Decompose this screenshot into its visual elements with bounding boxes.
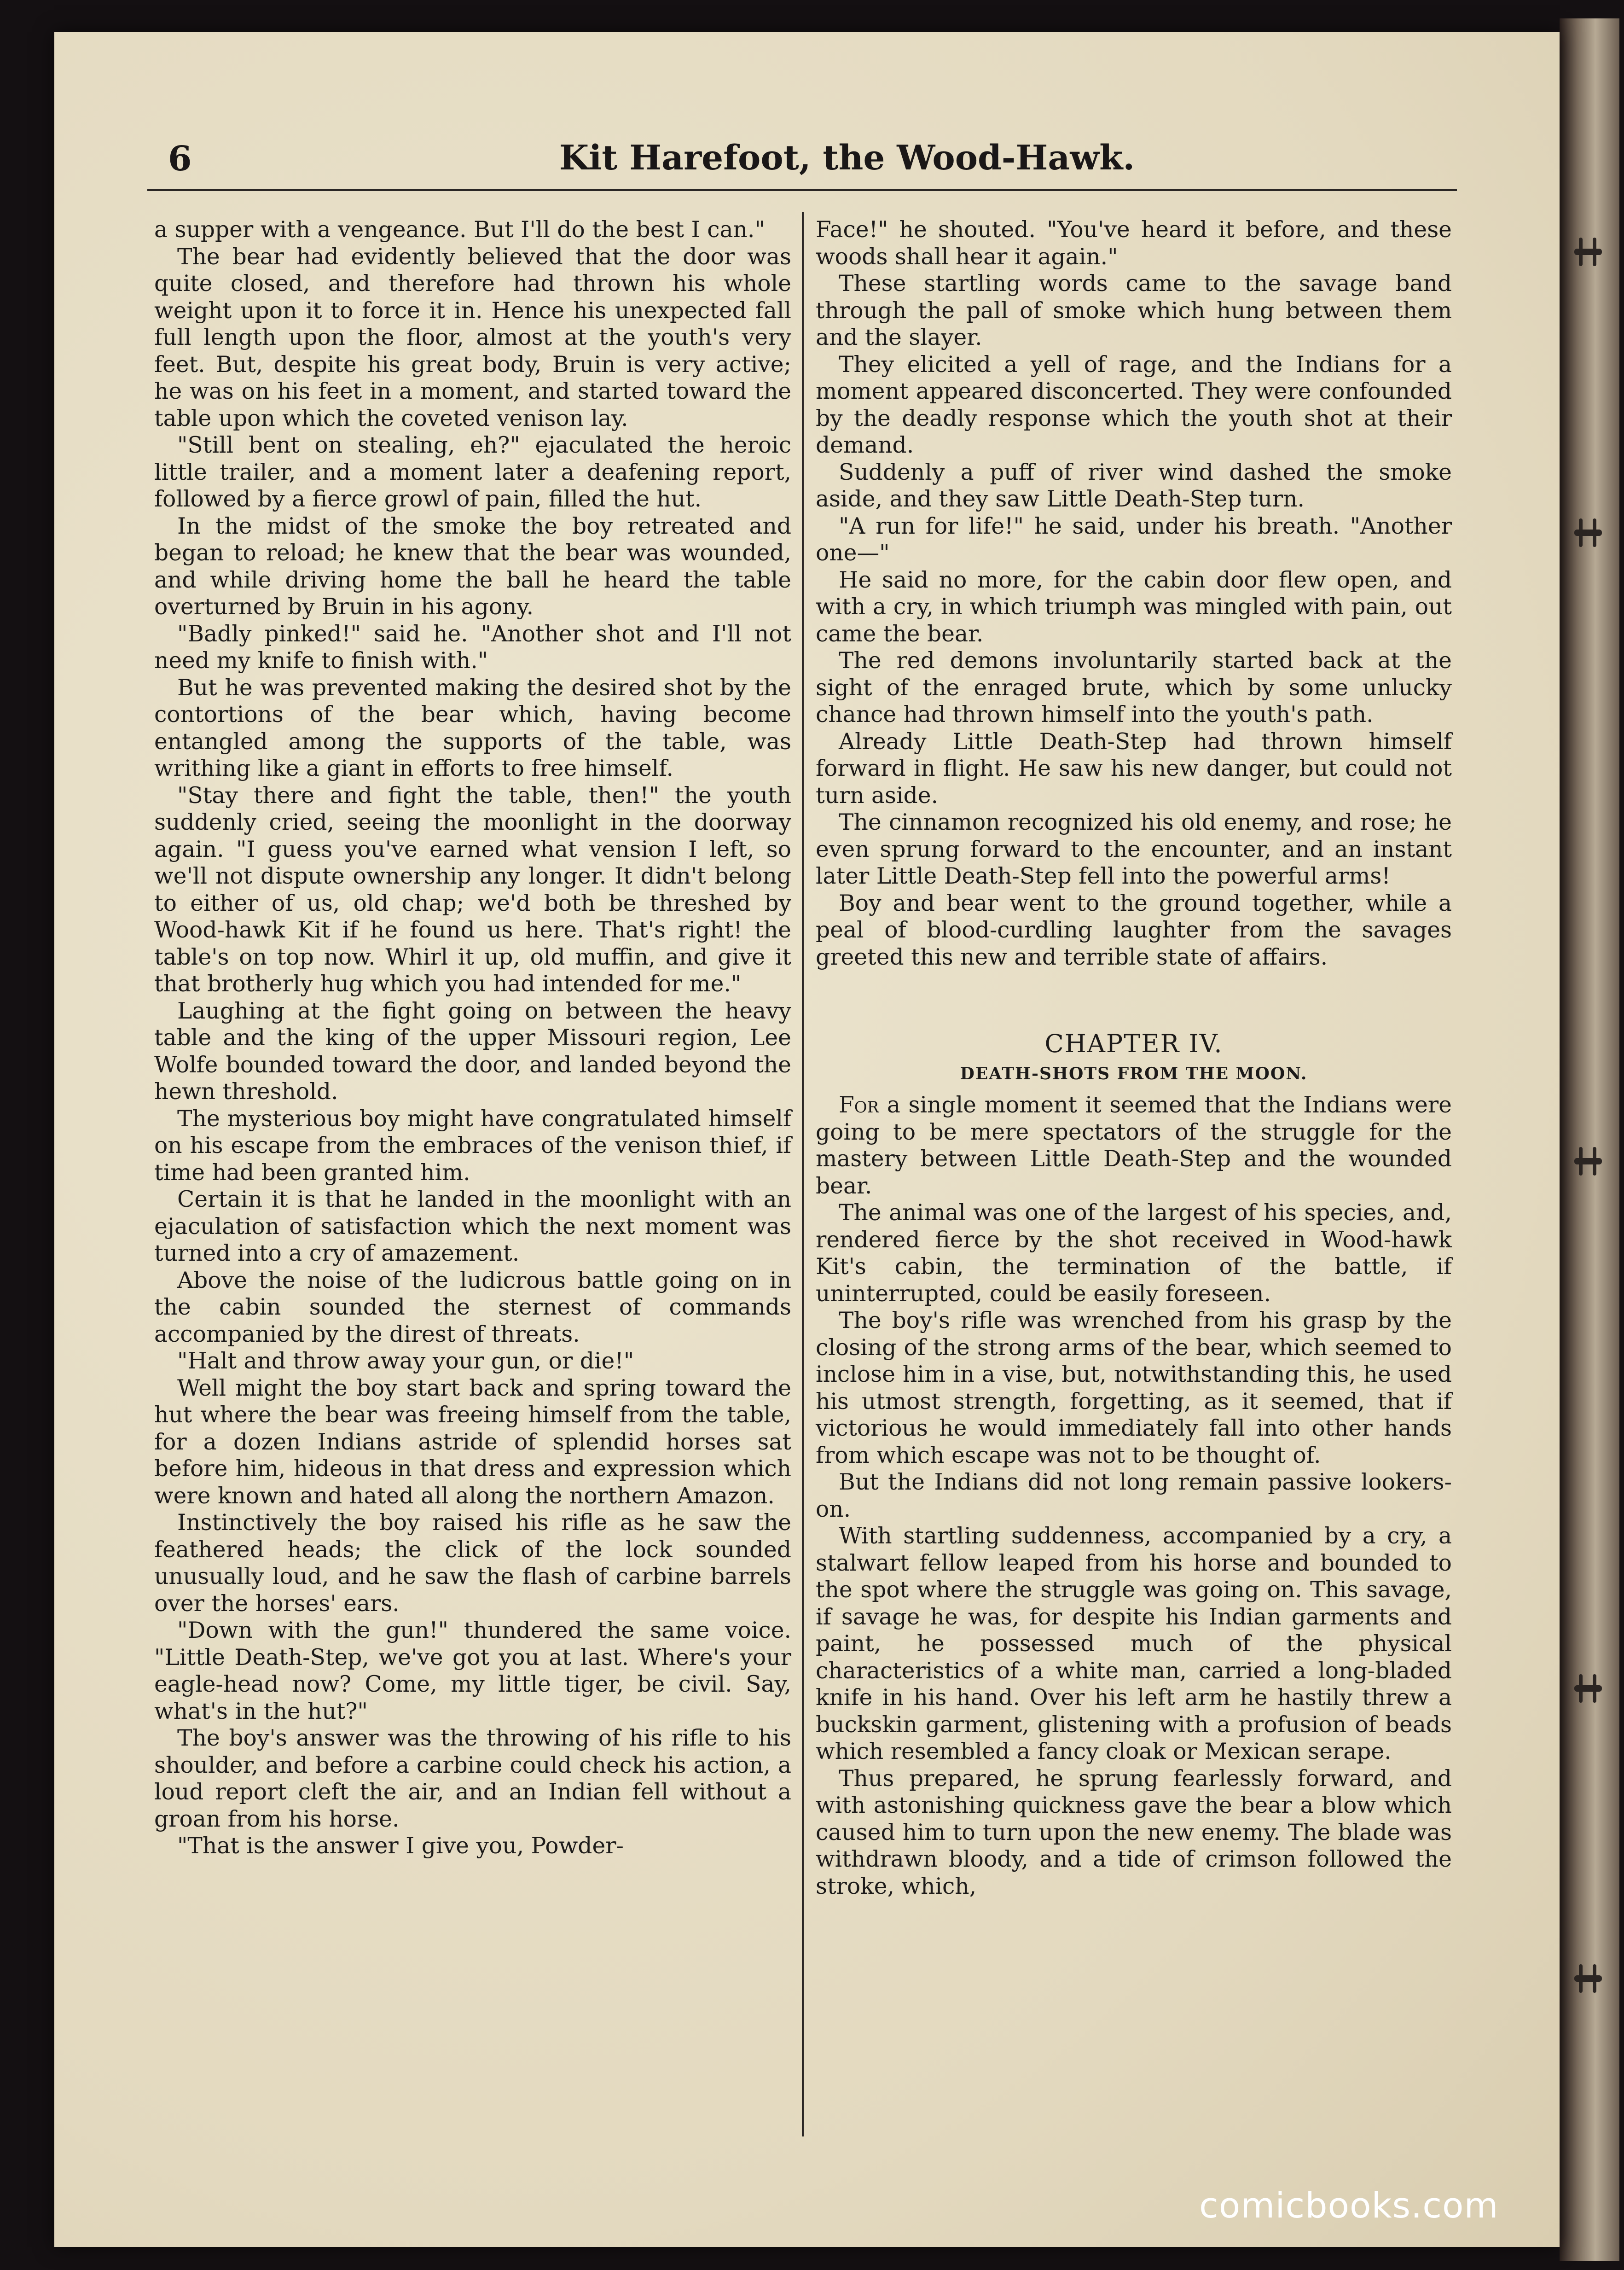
paragraph: But the Indians did not long remain passive lookers-on. bbox=[816, 1469, 1452, 1522]
paragraph: "That is the answer I give you, Powder- bbox=[177, 1833, 624, 1859]
paragraph: The red demons involuntarily started back at the sight of the enraged brute, which by some unlucky chance had thrown himself into the youth's path. bbox=[816, 648, 1452, 728]
paragraph: These startling words came to the savage band through the pall of smoke which hung between them and the slayer. bbox=[816, 271, 1452, 350]
paragraph: "Badly pinked!" said he. "Another shot and I'll not need my knife to finish with." bbox=[154, 621, 791, 674]
paragraph: Above the noise of the ludicrous battle going on in the cabin sounded the sternest of commands accompanied by the direst of threats. bbox=[154, 1267, 791, 1347]
paragraph: "Halt and throw away your gun, or die!" bbox=[177, 1348, 634, 1374]
paragraph: The bear had evidently believed that the door was quite closed, and therefore had thrown his whole weight upon it to force it in. Hence his unexpected fall full length upon the floor, almost at the youth's very feet. But, despite his great body, Bruin is very active; he was on his feet in a moment, and started toward the table upon which the coveted venison lay. bbox=[154, 244, 791, 431]
paragraph: Certain it is that he landed in the moonlight with an ejaculation of satisfaction which the next moment was turned into a cry of amazement. bbox=[154, 1187, 791, 1266]
paragraph: Already Little Death-Step had thrown himself forward in flight. He saw his new danger, but could not turn aside. bbox=[816, 728, 1452, 809]
chapter-subtitle: DEATH-SHOTS FROM THE MOON. bbox=[960, 1064, 1308, 1083]
paragraph: The cinnamon recognized his old enemy, and rose; he even sprung forward to the encounter, and an instant later Little Death-Step fell into the powerful arms! bbox=[816, 809, 1452, 889]
paragraph: "Stay there and fight the table, then!" the youth suddenly cried, seeing the moonlight in the doorway again. "I guess you've earned what vension I left, so we'll not dispute ownership any longer. It didn't belong to either of us, old chap; we'd both be threshed by Wood-hawk Kit if he found us here. That's right! the table's on top now. Whirl it up, old muffin, and give it that brotherly hug which you had intended for me." bbox=[154, 782, 791, 997]
paragraph: "Still bent on stealing, eh?" ejaculated the heroic little trailer, and a moment later a deafening report, followed by a fierce growl of pain, filled the hut. bbox=[154, 432, 791, 512]
running-title: Kit Harefoot, the Wood-Hawk. bbox=[559, 138, 1135, 178]
paragraph: In the midst of the smoke the boy retreated and began to reload; he knew that the bear was wounded, and while driving home the ball he heard the table overturned by Bruin in his agony. bbox=[154, 513, 791, 620]
staple bbox=[1574, 1975, 1602, 1982]
opening-word: For bbox=[839, 1092, 879, 1118]
paragraph: They elicited a yell of rage, and the Indians for a moment appeared disconcerted. They were confounded by the deadly response which the youth shot at their demand. bbox=[816, 351, 1452, 458]
chapter-opening-paragraph bbox=[816, 1092, 1452, 1199]
staple bbox=[1574, 249, 1602, 255]
paragraph: Laughing at the fight going on between the heavy table and the king of the upper Missouri region, Lee Wolfe bounded toward the door, and landed beyond the hewn threshold. bbox=[154, 998, 791, 1105]
header-rule bbox=[147, 189, 1457, 191]
page-number: 6 bbox=[168, 139, 192, 179]
paragraph: But he was prevented making the desired shot by the contortions of the bear which, having become entangled among the supports of the table, was writhing like a giant in efforts to free himself. bbox=[154, 675, 791, 781]
paragraph: Well might the boy start back and spring toward the hut where the bear was freeing himself from the table, for a dozen Indians astride of splendid horses sat before him, hideous in that dress and expression which were known and hated all along the northern Amazon. bbox=[154, 1375, 791, 1509]
column-divider bbox=[802, 212, 804, 2136]
right-column bbox=[816, 216, 1452, 1900]
binding-spine bbox=[1560, 18, 1619, 2261]
paragraph: The boy's rifle was wrenched from his grasp by the closing of the strong arms of the bear, which seemed to inclose him in a vise, but, notwithstanding this, he used his utmost strength, forgetting, as it seemed, that if victorious he would immediately fall into other hands from which escape was not to be thought of. bbox=[816, 1308, 1452, 1468]
paragraph: The mysterious boy might have congratulated himself on his escape from the embraces of the venison thief, if time had been granted him. bbox=[154, 1106, 791, 1186]
staple bbox=[1574, 1685, 1602, 1692]
left-column bbox=[154, 216, 791, 1860]
paragraph: The animal was one of the largest of his species, and, rendered fierce by the shot received in Wood-hawk Kit's cabin, the termination of the battle, if uninterrupted, could be easily foreseen. bbox=[816, 1200, 1452, 1307]
paragraph: a supper with a vengeance. But I'll do the best I can." bbox=[154, 217, 765, 243]
watermark-text: comicbooks.com bbox=[1199, 2185, 1499, 2226]
paragraph: Thus prepared, he sprung fearlessly forward, and with astonishing quickness gave the bear a blow which caused him to turn upon the new enemy. The blade was withdrawn bloody, and a tide of crimson followed the stroke, which, bbox=[816, 1765, 1452, 1899]
paragraph: Instinctively the boy raised his rifle as he saw the feathered heads; the click of the lock sounded unusually loud, and he saw the flash of carbine barrels over the horses' ears. bbox=[154, 1510, 791, 1617]
paragraph: "A run for life!" he said, under his breath. "Another one—" bbox=[816, 513, 1452, 566]
staple bbox=[1574, 1158, 1602, 1164]
paragraph: Face!" he shouted. "You've heard it before, and these woods shall hear it again." bbox=[816, 217, 1452, 270]
opening-text: a single moment it seemed that the Indians were going to be mere spectators of the struggle for the mastery between Little Death-Step and the wounded bear. bbox=[816, 1092, 1452, 1199]
paragraph: Boy and bear went to the ground together, while a peal of blood-curdling laughter from the savages greeted this new and terrible state of affairs. bbox=[816, 890, 1452, 970]
paragraph: With startling suddenness, accompanied by a cry, a stalwart fellow leaped from his horse and bounded to the spot where the struggle was going on. This savage, if savage he was, for despite his Indian garments and paint, he possessed much of the physical characteristics of a white man, carried a long-bladed knife in his hand. Over his left arm he hastily threw a buckskin garment, glistening with a profusion of beads which resembled a fancy cloak or Mexican serape. bbox=[816, 1523, 1452, 1764]
paragraph: "Down with the gun!" thundered the same voice. "Little Death-Step, we've got you at last. Where's your eagle-head now? Come, my little tiger, be civil. Say, what's in the hut?" bbox=[154, 1618, 791, 1724]
paragraph: He said no more, for the cabin door flew open, and with a cry, in which triumph was mingled with pain, out came the bear. bbox=[816, 567, 1452, 647]
chapter-title: CHAPTER IV. bbox=[1044, 1029, 1223, 1058]
staple bbox=[1574, 530, 1602, 536]
paragraph: Suddenly a puff of river wind dashed the smoke aside, and they saw Little Death-Step turn. bbox=[816, 459, 1452, 512]
paragraph: The boy's answer was the throwing of his rifle to his shoulder, and before a carbine could check his action, a loud report cleft the air, and an Indian fell without a groan from his horse. bbox=[154, 1725, 791, 1832]
